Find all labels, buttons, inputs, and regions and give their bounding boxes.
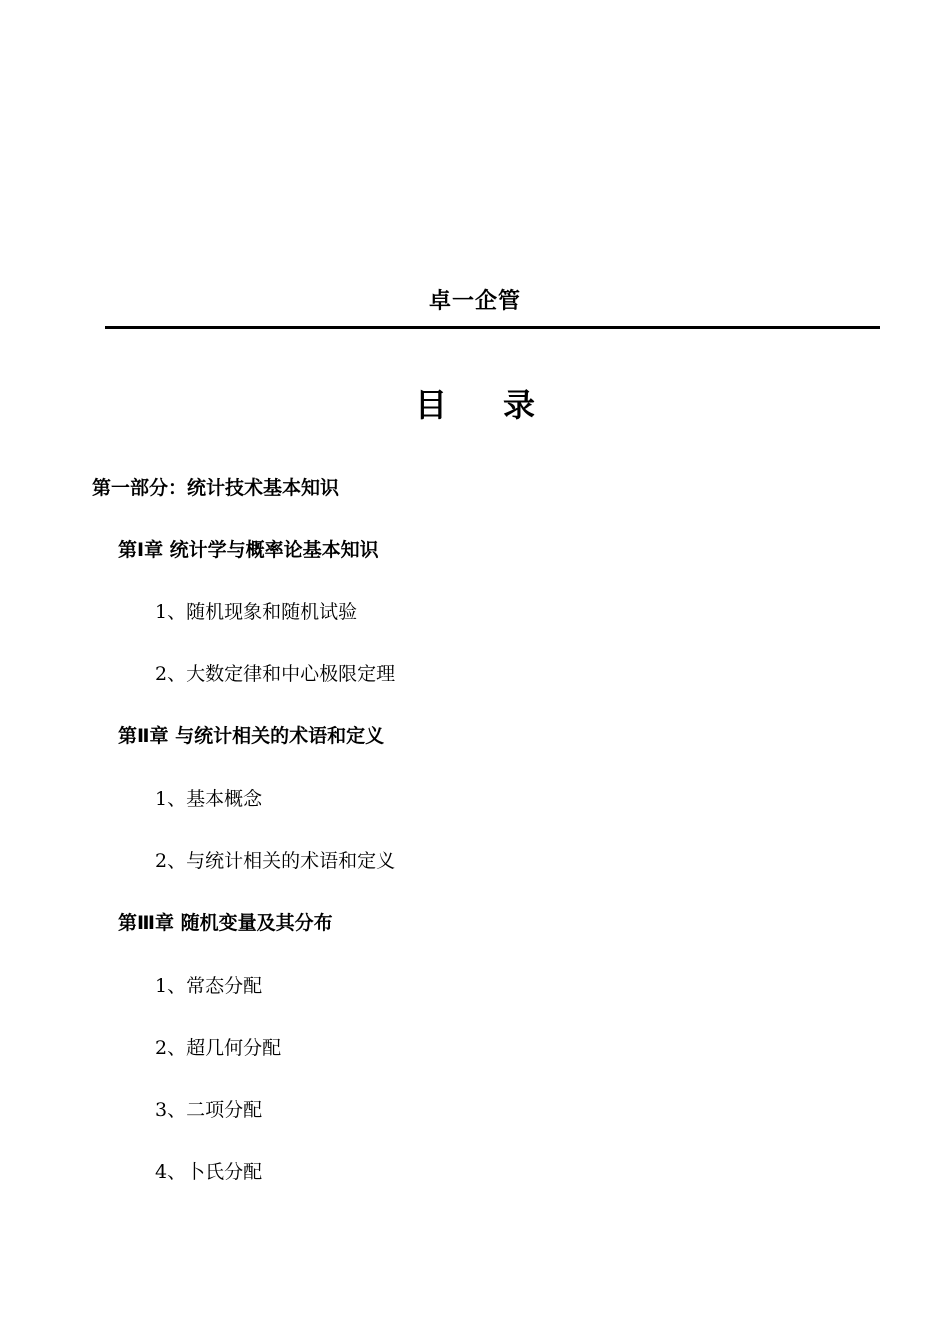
toc-section-2-1[interactable]: 1、基本概念 — [155, 788, 263, 810]
toc-chapter-3[interactable]: 第Ⅲ章 随机变量及其分布 — [118, 912, 333, 934]
toc-section-3-1[interactable]: 1、常态分配 — [155, 975, 263, 997]
toc-part-1[interactable]: 第一部分：统计技术基本知识 — [92, 477, 340, 499]
header-divider — [105, 326, 880, 329]
toc-chapter-1[interactable]: 第Ⅰ章 统计学与概率论基本知识 — [118, 539, 379, 561]
toc-section-3-3[interactable]: 3、二项分配 — [155, 1099, 263, 1121]
toc-title: 目录 — [414, 386, 591, 424]
toc-section-1-1[interactable]: 1、随机现象和随机试验 — [155, 601, 358, 623]
document-header-title: 卓一企管 — [428, 289, 521, 314]
toc-section-3-2[interactable]: 2、超几何分配 — [155, 1037, 282, 1059]
toc-chapter-2[interactable]: 第Ⅱ章 与统计相关的术语和定义 — [118, 725, 385, 747]
toc-section-3-4[interactable]: 4、卜氏分配 — [155, 1161, 263, 1183]
toc-section-1-2[interactable]: 2、大数定律和中心极限定理 — [155, 663, 396, 685]
toc-section-2-2[interactable]: 2、与统计相关的术语和定义 — [155, 850, 396, 872]
